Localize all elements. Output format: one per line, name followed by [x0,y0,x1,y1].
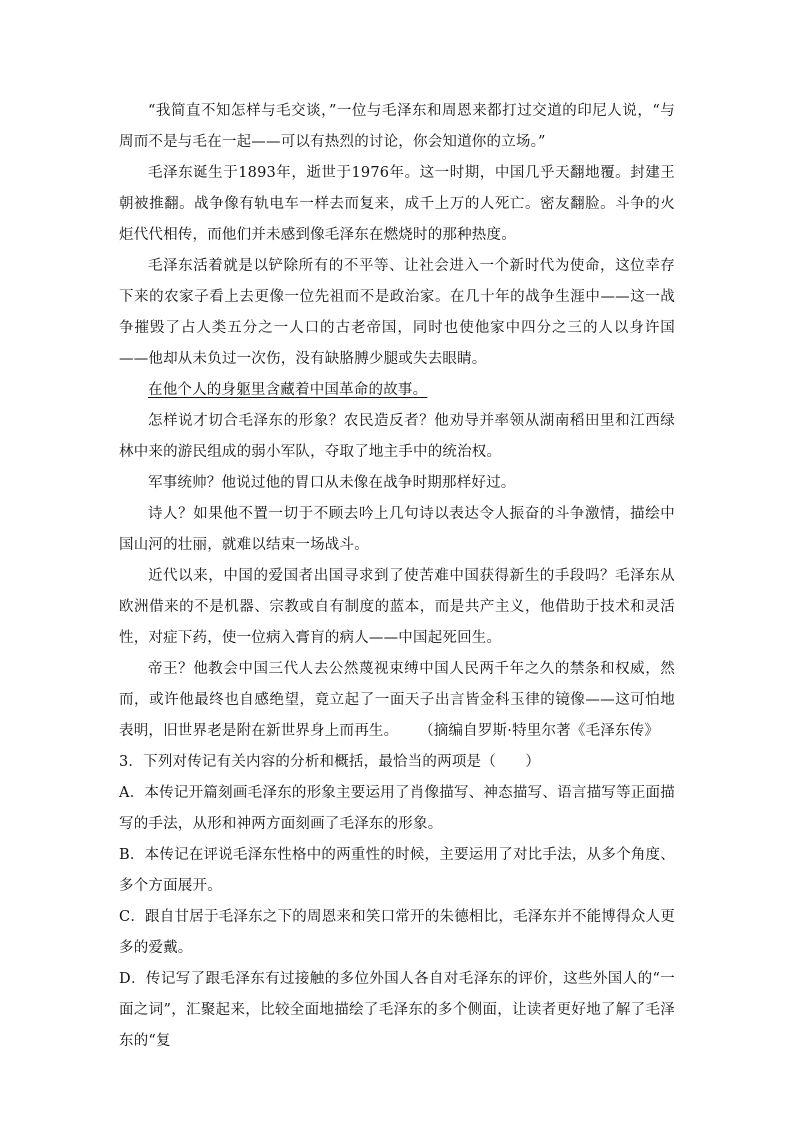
passage-paragraph-3: 毛泽东活着就是以铲除所有的不平等、让社会进入一个新时代为使命，这位幸存下来的农家子看上去更像一位先祖而不是政治家。在几十年的战争生涯中——这一战争摧毁了占人类五分之一人口的古老帝国，同时也使他家中四分之三的人以身许国——他却从未负过一次伤，没有缺胳膊少腿或失去眼睛。 [119,258,675,367]
passage-paragraph-2: 毛泽东诞生于1893年，逝世于1976年。这一时期，中国几乎天翻地覆。封建王朝被推翻。战争像有轨电车一样去而复来，成千上万的人死亡。密友翻脸。斗争的火炬代代相传，而他们并未感到像毛泽东在燃烧时的那种热度。 [119,165,675,243]
passage-paragraph-7: 诗人？如果他不置一切于不顾去吟上几句诗以表达令人振奋的斗争激情，描绘中国山河的壮丽，就难以结束一场战斗。 [119,506,675,553]
passage-paragraph-8: 近代以来，中国的爱国者出国寻求到了使苦难中国获得新生的手段吗？毛泽东从欧洲借来的不是机器、宗教或自有制度的蓝本，而是共产主义，他借助于技术和灵活性，对症下药，使一位病入膏肓的病人——中国起死回生。 [119,568,675,646]
passage-paragraph-5: 怎样说才切合毛泽东的形象？农民造反者？他劝导并率领从湖南稻田里和江西绿林中来的游民组成的弱小军队，夺取了地主手中的统治权。 [119,413,675,460]
underlined-sentence: 在他个人的身躯里含藏着中国革命的故事。 [148,382,428,398]
question-stem: 3．下列对传记有关内容的分析和概括，最恰当的两项是（ ） [119,754,541,770]
passage-paragraph-1: “我简直不知怎样与毛交谈，”一位与毛泽东和周恩来都打过交道的印尼人说，“与周而不是与毛在一起——可以有热烈的讨论，你会知道你的立场。” [119,103,675,150]
document-page [119,96,675,1057]
passage-paragraph-6: 军事统帅？他说过他的胃口从未像在战争时期那样好过。 [148,475,516,491]
passage-paragraph-9 [119,654,675,747]
option-c: C．跟自甘居于毛泽东之下的周恩来和笑口常开的朱德相比，毛泽东并不能博得众人更多的爱戴。 [119,909,675,956]
option-d: D．传记写了跟毛泽东有过接触的多位外国人各自对毛泽东的评价，这些外国人的“一面之词”，汇聚起来，比较全面地描绘了毛泽东的多个侧面，让读者更好地了解了毛泽东的“复 [119,971,675,1049]
option-b: B．本传记在评说毛泽东性格中的两重性的时候，主要运用了对比手法，从多个角度、多个方面展开。 [119,847,675,894]
passage-paragraph-4 [119,375,675,406]
source-citation: （摘编自罗斯·特里尔著《毛泽东传》 [426,723,660,739]
option-a: A．本传记开篇刻画毛泽东的形象主要运用了肖像描写、神态描写、语言描写等正面描写的手法，从形和神两方面刻画了毛泽东的形象。 [119,785,675,832]
passage-paragraph-9-text: 帝王？他教会中国三代人去公然蔑视束缚中国人民两千年之久的禁条和权威，然而，或许他最终也自感绝望，竟立起了一面天子出言皆金科玉律的镜像——这可怕地表明，旧世界老是附在新世界身上而再生。 [119,661,675,739]
